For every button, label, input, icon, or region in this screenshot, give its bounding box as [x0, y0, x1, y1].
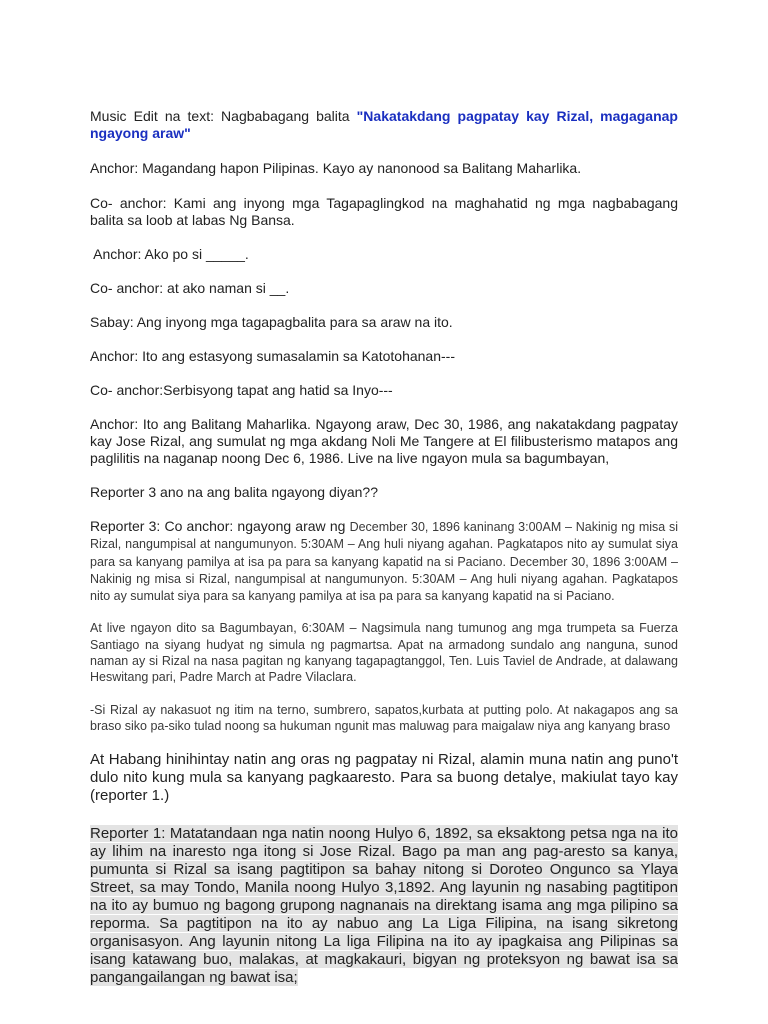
sabay-paragraph: Sabay: Ang inyong mga tagapagbalita para sa araw na ito.: [90, 314, 453, 330]
co-anchor-intro-paragraph: Co- anchor: Kami ang inyong mga Tagapaglingkod na maghahatid ng mga nagbabagang balita sa loob at labas Ng Bansa.: [90, 195, 678, 228]
transition-paragraph: At Habang hinihintay natin ang oras ng pagpatay ni Rizal, alamin muna natin ang puno't dulo nito kung mula sa kanyang pagkaaresto. Para sa buong detalye, makiulat tayo kay (reporter 1.): [90, 751, 678, 805]
reporter-3-question-paragraph: Reporter 3 ano na ang balita ngayong diyan??: [90, 484, 378, 500]
co-anchor-name-paragraph: Co- anchor: at ako naman si __.: [90, 280, 290, 296]
anchor-name-paragraph: Anchor: Ako po si _____.: [90, 246, 249, 262]
rizal-attire-paragraph: -Si Rizal ay nakasuot ng itim na terno, sumbrero, sapatos,kurbata at putting polo. At nakagapos ang sa braso siko pa-siko tulad noong sa hukuman ngunit mas maluwag para maigalaw niya ang kanyang braso: [90, 702, 678, 733]
reporter-3-timeline: December 30, 1896 kaninang 3:00AM – Nakinig ng misa si Rizal, nangumpisal at nangumunyon. 5:30AM – Ang huli niyang agahan. Pagkatapos nito ay sumulat siya para sa kanyang pamilya at isa pa para sa kanyang kapatid na si Paciano. December 30, 1896 3:00AM – Nakinig ng misa si Rizal, nangumpisal at nangumunyon. 5:30AM – Ang huli niyang agahan. Pagkatapos nito ay sumulat siya para sa kanyang pamilya at isa pa para sa kanyang kapatid na si Paciano.: [90, 520, 678, 604]
document-page: [90, 108, 678, 987]
reporter-3-lead: Reporter 3: Co anchor: ngayong araw ng: [90, 518, 350, 534]
reporter-1-highlighted-text: Reporter 1: Matatandaan nga natin noong Hulyo 6, 1892, sa eksaktong petsa nga na ito ay lihim na inaresto nga itong si Jose Rizal. Bago pa man ang pag-aresto sa kanya, pumunta si Rizal sa isang pagtitipon sa bahay nitong si Doroteo Ongunco sa Ylaya Street, sa may Tondo, Manila noong Hulyo 3,1892. Ang layunin ng nasabing pagtitipon na ito ay bumuo ng bagong grupong nagnanais na direktang isama ang mga pilipino sa reporma. Sa pagtitipon na ito ay nabuo ang La Liga Filipina, na isang sikretong organisasyon. Ang layunin nitong La liga Filipina na ito ay ipagkaisa ang Pilipinas sa isang katawang buo, malakas, at magkakauri, bigyan ng proteksyon ng bawat isa sa pangangailangan ng bawat isa;: [90, 825, 678, 987]
anchor-greeting-paragraph: Anchor: Magandang hapon Pilipinas. Kayo ay nanonood sa Balitang Maharlika.: [90, 160, 582, 176]
reporter-3-report-paragraph: [90, 518, 678, 604]
headline-title: "Nakatakdang pagpatay kay Rizal, magaganap ngayong araw": [90, 108, 678, 141]
anchor-news-paragraph: Anchor: Ito ang Balitang Maharlika. Ngayong araw, Dec 30, 1986, ang nakatakdang pagpatay kay Jose Rizal, ang sumulat ng mga akdang Noli Me Tangere at El filibusterismo matapos ang paglilitis na naganap noong Dec 6, 1986. Live na live ngayon mula sa bagumbayan,: [90, 416, 678, 466]
reporter-1-paragraph: [90, 825, 678, 987]
music-edit-lead: Music Edit na text: Nagbabagang balita: [90, 108, 357, 124]
music-edit-paragraph: [90, 108, 678, 142]
co-anchor-service-paragraph: Co- anchor:Serbisyong tapat ang hatid sa Inyo---: [90, 382, 393, 398]
bagumbayan-live-paragraph: At live ngayon dito sa Bagumbayan, 6:30AM – Nagsimula nang tumunog ang mga trumpeta sa Fuerza Santiago na siyang hudyat ng simula ng pagmartsa. Apat na armadong sundalo ang nanguna, sunod naman ay si Rizal na nasa pagitan ng kanyang tagapagtanggol, Ten. Luis Taviel de Andrade, at dalawang Heswitang pari, Padre March at Padre Vilaclara.: [90, 621, 678, 685]
anchor-station-paragraph: Anchor: Ito ang estasyong sumasalamin sa Katotohanan---: [90, 348, 455, 364]
